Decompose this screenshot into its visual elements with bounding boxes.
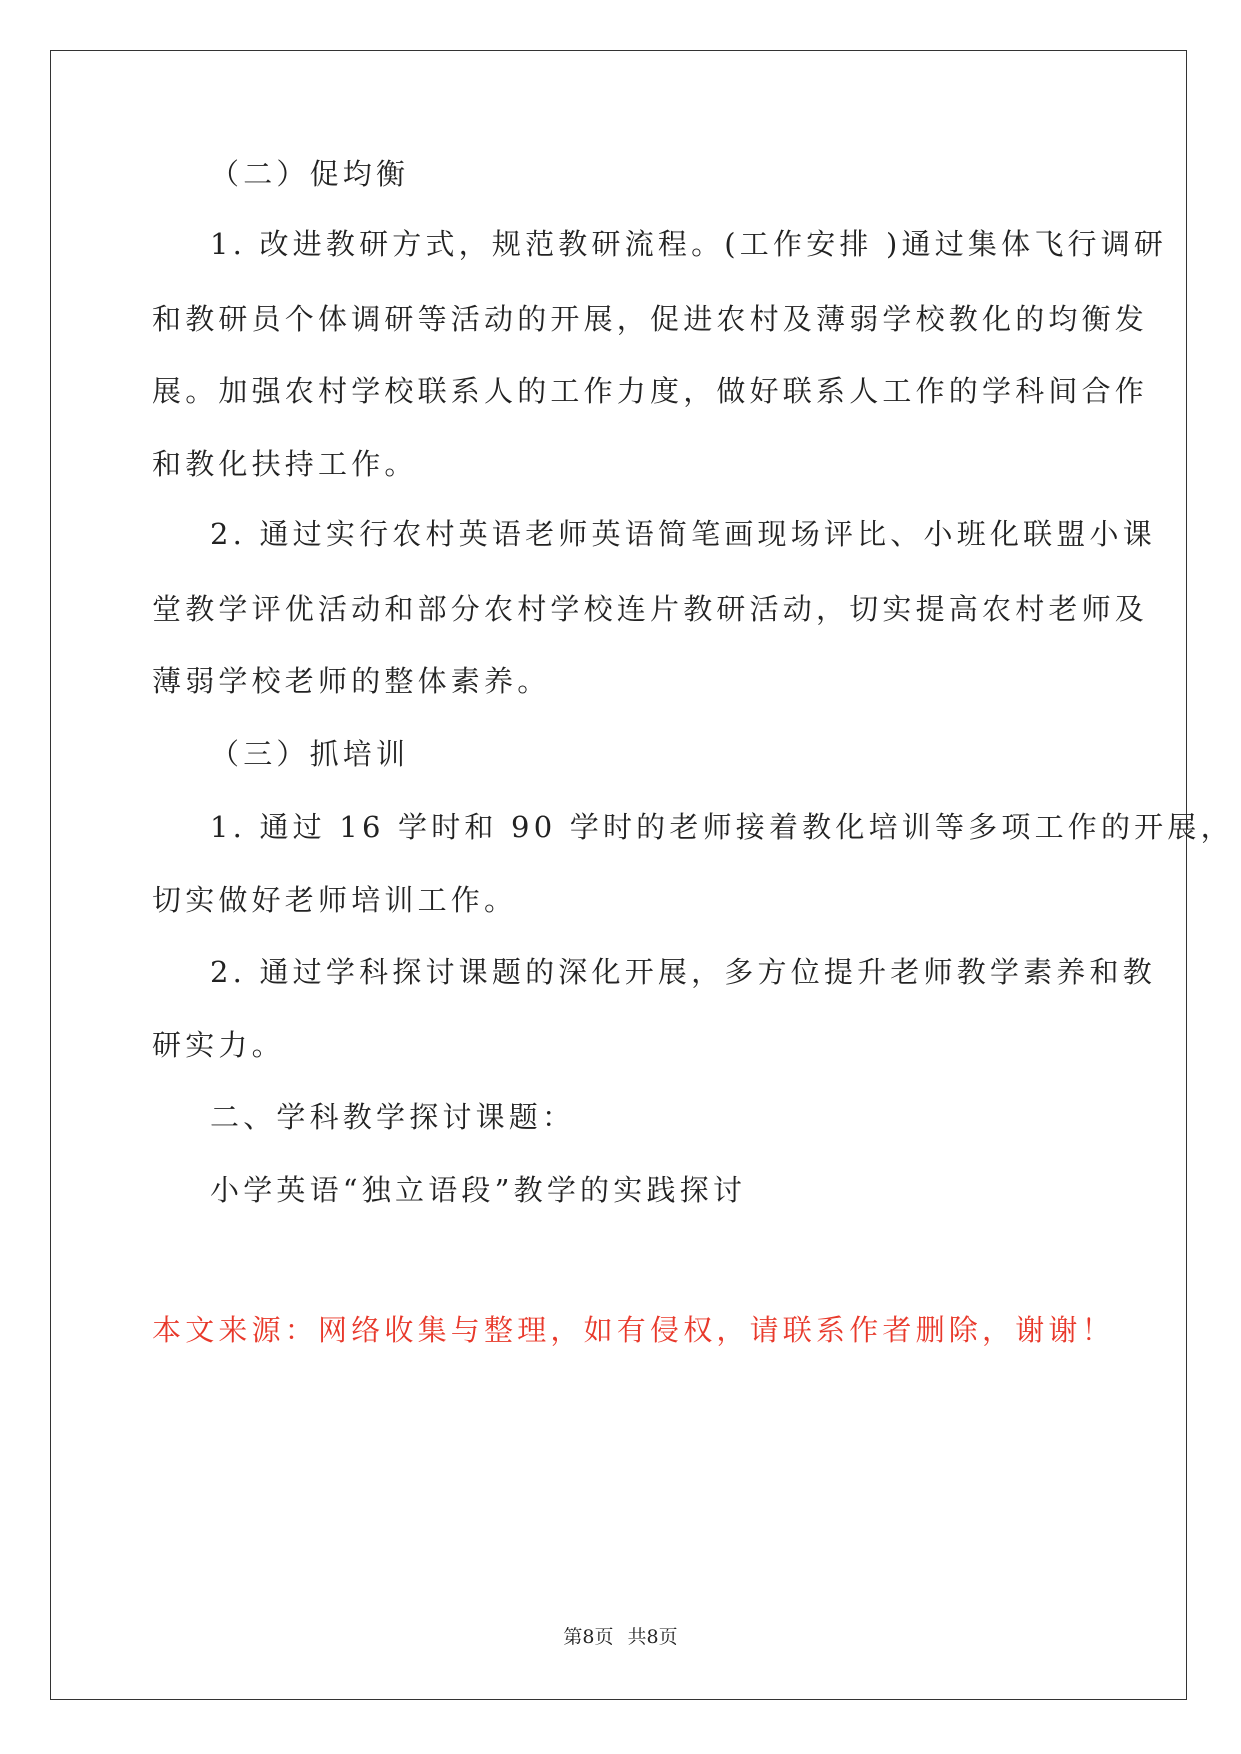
paragraph-line: 和教研员个体调研等活动的开展，促进农村及薄弱学校教化的均衡发 xyxy=(152,302,1149,336)
section-heading: （二）促均衡 xyxy=(210,157,410,191)
paragraph-line: 堂教学评优活动和部分农村学校连片教研活动，切实提高农村老师及 xyxy=(152,592,1149,626)
paragraph-line: 薄弱学校老师的整体素养。 xyxy=(152,664,551,698)
page-footer xyxy=(0,1622,1241,1649)
paragraph-line: 2. 通过实行农村英语老师英语简笔画现场评比、小班化联盟小课 xyxy=(210,517,1156,551)
paragraph-line: 2. 通过学科探讨课题的深化开展，多方位提升老师教学素养和教 xyxy=(210,955,1156,989)
page-border xyxy=(50,50,1187,1700)
page-total: 共8页 xyxy=(627,1626,678,1648)
paragraph-line: 展。加强农村学校联系人的工作力度，做好联系人工作的学科间合作 xyxy=(152,374,1149,408)
section-heading: （三）抓培训 xyxy=(210,737,410,771)
paragraph-line: 1. 改进教研方式，规范教研流程。(工作安排 )通过集体飞行调研 xyxy=(210,227,1168,261)
page-number: 第8页 xyxy=(563,1626,614,1648)
topic-title: 小学英语“独立语段”教学的实践探讨 xyxy=(210,1173,747,1207)
source-note: 本文来源：网络收集与整理，如有侵权，请联系作者删除，谢谢！ xyxy=(152,1313,1115,1347)
section-heading: 二、学科教学探讨课题： xyxy=(210,1100,576,1134)
paragraph-line: 和教化扶持工作。 xyxy=(152,447,418,481)
paragraph-line: 1. 通过 16 学时和 90 学时的老师接着教化培训等多项工作的开展， xyxy=(210,810,1234,844)
paragraph-line: 研实力。 xyxy=(152,1028,285,1062)
paragraph-line: 切实做好老师培训工作。 xyxy=(152,883,518,917)
